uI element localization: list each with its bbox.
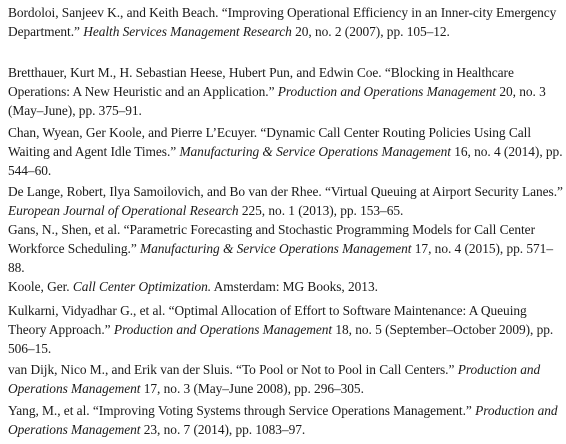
reference-details: 17, no. 4 (2015), pp. 571–88.	[8, 240, 553, 275]
reference-entry	[8, 302, 564, 358]
journal-title: European Journal of Operational Research	[8, 202, 239, 218]
journal-title: Call Center Optimization.	[72, 279, 212, 294]
journal-title: Production and Operations Management	[8, 403, 558, 437]
reference-details: 17, no. 3 (May–June 2008), pp. 296–305.	[140, 380, 364, 396]
journal-title: Production and Operations Management	[277, 83, 497, 99]
reference-entry	[8, 278, 564, 297]
reference-entry	[8, 4, 564, 42]
reference-entry	[8, 361, 564, 399]
reference-text: van Dijk, Nico M., and Erik van der Sluis. “To Pool or Not to Pool in Call Centers.”	[8, 362, 458, 377]
reference-text: Yang, M., et al. “Improving Voting Systems through Service Operations Management.”	[8, 403, 476, 418]
reference-entry	[8, 402, 564, 440]
reference-text: Kulkarni, Vidyadhar G., et al. “Optimal Allocation of Effort to Software Maintenance: A Queuing Theory Approach.”	[8, 303, 527, 337]
reference-text: Gans, N., Shen, et al. “Parametric Forecasting and Stochastic Programming Models for Call Center Workforce Scheduling.”	[8, 222, 535, 256]
journal-title: Manufacturing & Service Operations Management	[179, 143, 451, 159]
reference-details: 18, no. 5 (September–October 2009), pp. 506–15.	[8, 321, 554, 356]
reference-entry	[8, 64, 564, 120]
reference-text: Bretthauer, Kurt M., H. Sebastian Heese, Hubert Pun, and Edwin Coe. “Blocking in Healthcare Operations: A New Heuristic and an Application.”	[8, 65, 514, 99]
reference-entry	[8, 124, 564, 180]
reference-text: Bordoloi, Sanjeev K., and Keith Beach. “Improving Operational Efficiency in an Inner-city Emergency Department.”	[8, 5, 557, 39]
reference-details: 20, no. 3 (May–June), pp. 375–91.	[8, 83, 546, 118]
reference-text: Koole, Ger.	[8, 279, 73, 294]
journal-title: Production and Operations Management	[113, 321, 333, 337]
reference-details: 23, no. 7 (2014), pp. 1083–97.	[140, 421, 306, 437]
reference-text: De Lange, Robert, Ilya Samoilovich, and Bo van der Rhee. “Virtual Queuing at Airport Security Lanes.”	[8, 184, 563, 199]
reference-text: Chan, Wyean, Ger Koole, and Pierre L’Ecuyer. “Dynamic Call Center Routing Policies Using Call Waiting and Agent Idle Times.”	[8, 125, 531, 159]
journal-title: Production and Operations Management	[8, 362, 541, 396]
journal-title: Manufacturing & Service Operations Management	[140, 240, 412, 256]
reference-details: 16, no. 4 (2014), pp. 544–60.	[8, 143, 563, 178]
reference-entry	[8, 221, 564, 277]
reference-details: 225, no. 1 (2013), pp. 153–65.	[238, 202, 404, 218]
journal-title: Health Services Management Research	[83, 23, 292, 39]
reference-entry	[8, 183, 564, 221]
reference-details: 20, no. 2 (2007), pp. 105–12.	[291, 23, 450, 39]
reference-details: Amsterdam: MG Books, 2013.	[211, 279, 378, 294]
